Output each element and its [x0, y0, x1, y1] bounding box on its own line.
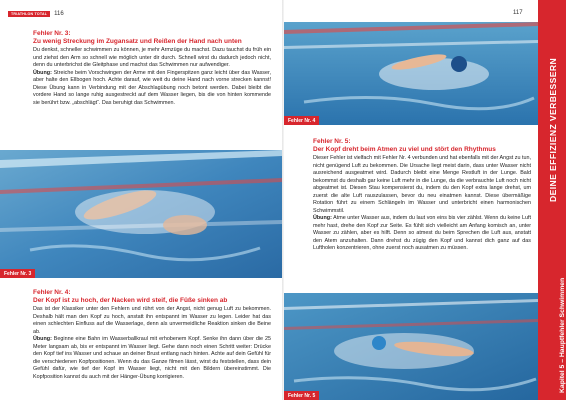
error-5-paragraph: Dieser Fehler ist vielfach mit Fehler Nr. 4 verbunden und hat ebenfalls mit der Angst zu tun, nicht genügend Luft zu bekommen. Die Ursache liegt meist darin, dass unter Wasser nicht ausreichend ausgeatmet wird. Dadurch bleibt eine Menge Restluft in der Lunge. Bald bekommst du deshalb gar keine Luft mehr in die Lunge, da die verbrauchte Luft noch nicht abgeatmet ist. Diesen Stau kompensierst du, indem du den Kopf extra lange drehst, um zuerst die alte Luft rauszulassen, bevor du neu einatmen kannst. Diese übermäßige Rotation führt zu einem Schlängeln im Wasser und unterbricht einen harmonischen Schwimmstil.: [313, 155, 531, 214]
error-5-number: Fehler Nr. 5:: [313, 138, 351, 145]
series-tag: TRIATHLON TOTAL: [8, 11, 50, 17]
error-3-section: [33, 30, 271, 107]
exercise-label: Übung:: [33, 69, 52, 76]
chapter-sideband: [538, 0, 566, 400]
error-3-title: Zu wenig Streckung im Zugansatz und Reißen der Hand nach unten: [33, 38, 242, 45]
error-5-exercise: [313, 215, 531, 253]
page-number-right: 117: [513, 10, 523, 16]
error-3-paragraph: Du denkst, schneller schwimmen zu können, je mehr Armzüge du machst. Dazu tauchst du früh ein und ziehst den Arm so schnell wie möglich unter dir durch. Schnell wirst du dadurch jedoch nicht, denn du unterbrichst die Gleitphase und machst das Schwimmen nur aufwendiger.: [33, 47, 271, 68]
running-head-left: [8, 9, 64, 18]
exercise-label: Übung:: [33, 336, 52, 342]
pool-photo-5: [284, 293, 538, 400]
pool-photo-3: [0, 150, 282, 278]
error-4-paragraph: Das ist der Klassiker unter den Fehlern und rührt von der Angst, nicht genug Luft zu bekommen. Deshalb hält man den Kopf zu hoch, anstatt ihn entspannt im Wasser zu legen. Leider hat das einen schlechten Einfluss auf die Wasserlage, denn als unvermeidliche Reaktion sinken die Beine ab.: [33, 306, 271, 335]
error-4-number: Fehler Nr. 4:: [33, 289, 71, 296]
error-5-section: [313, 138, 531, 253]
error-3-exercise: [33, 70, 271, 108]
photo-3-caption: Fehler Nr. 3: [0, 269, 35, 278]
photo-5-caption: Fehler Nr. 5: [284, 391, 319, 400]
page-number-left: 116: [54, 10, 64, 17]
photo-error-4: [284, 22, 538, 125]
error-5-title: Der Kopf dreht beim Atmen zu viel und stört den Rhythmus: [313, 146, 496, 153]
exercise-label: Übung:: [313, 215, 332, 221]
photo-error-3: [0, 150, 282, 278]
error-4-title: Der Kopf ist zu hoch, der Nacken wird steif, die Füße sinken ab: [33, 297, 228, 304]
sideband-chapter: Kapitel 5 – Hauptfehler Schwimmen: [559, 277, 566, 393]
error-4-exercise: [33, 336, 271, 381]
photo-error-5: [284, 293, 538, 400]
sideband-heading: DEINE EFFIZIENZ VERBESSERN: [547, 57, 558, 202]
photo-4-caption: Fehler Nr. 4: [284, 116, 319, 125]
exercise-text: Atme unter Wasser aus, indem du laut von eins bis vier zählst. Wenn du keine Luft mehr hast, drehe den Kopf zur Seite. Es fühlt sich vielleicht am Anfang komisch an, unter Wasser zu zählen, aber es hilft. Denn so atmest du beim Sprechen die Luft aus, anstatt den Atem anzuhalten. Dann drehst du zügig den Kopf und kannst dich ganz auf das Luftholen konzentrieren, ohne zuerst noch ausatmen zu müssen.: [313, 215, 531, 251]
pool-photo-4: [284, 22, 538, 125]
exercise-text: Streiche beim Vorschwingen der Arme mit den Fingerspitzen ganz leicht über das Wasser, aber halte den Ellbogen hoch. Achte darauf, wie weit du deine Hand nach vorne strecken kannst! Diese Übung kann in Verbindung mit der Abschlagübung noch betont werden. Dabei bleibt die vordere Hand so lange ruhig ausgestreckt auf dem Wasser liegen, bis die von hinten kommende sie berührt bzw. „abschlägt“. Das beruhigt das Schwimmen.: [33, 69, 271, 106]
error-4-section: [33, 289, 271, 381]
error-3-number: Fehler Nr. 3:: [33, 30, 71, 37]
exercise-text: Beginne eine Bahn im Wasserballkraul mit erhobenem Kopf. Senke ihn dann über die 25 Meter langsam ab, bis er entspannt im Wasser liegt. Gehe dann noch einen Schritt weiter: Drücke den Kopf tief ins Wasser und schaue an deiner Brust entlang nach hinten. Achte auf dein Gefühl für die verschiedenen Kopfpositionen. Wenn du das Ganze filmen lässt, wirst du feststellen, dass dein Gefühl dafür, wie tief der Kopf im Wasser liegt, nicht mit den Bildern übereinstimmt. Die Kopfposition kannst du auch mit der Hänger-Übung korrigieren.: [33, 336, 271, 380]
